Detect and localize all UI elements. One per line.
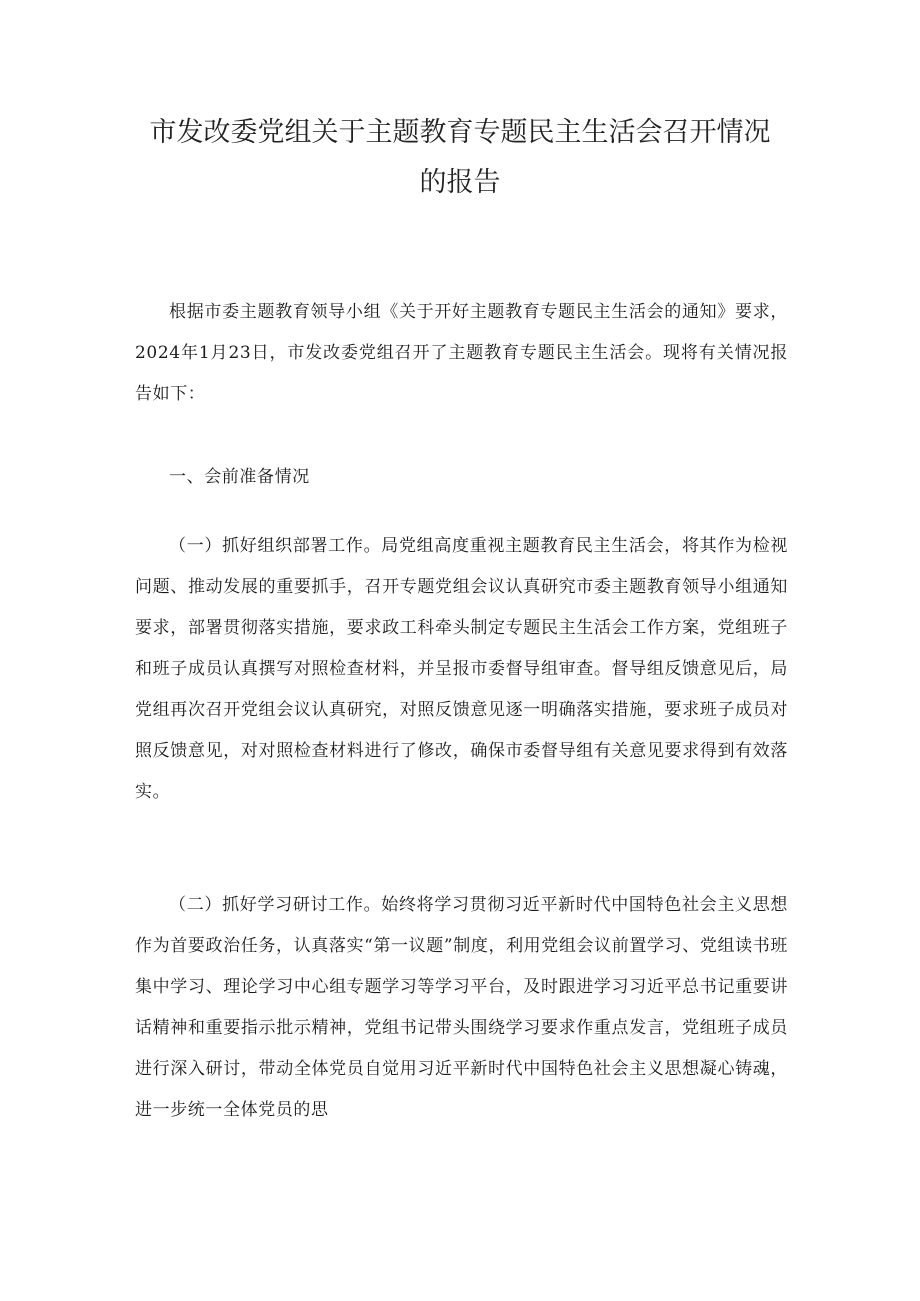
paragraph-study: （二）抓好学习研讨工作。始终将学习贯彻习近平新时代中国特色社会主义思想作为首要政治任务，认真落实“第一议题”制度，利用党组会议前置学习、党组读书班集中学习、理论学习中心组专题学习等学习平台，及时跟进学习习近平总书记重要讲话精神和重要指示批示精神，党组书记带头围绕学习要求作重点发言，党组班子成员进行深入研讨，带动全体党员自觉用习近平新时代中国特色社会主义思想凝心铸魂，进一步统一全体党员的思 [135,895,788,1120]
document-title [130,108,790,208]
title-line-2: 的报告 [419,167,501,198]
intro-paragraph: 根据市委主题教育领导小组《关于开好主题教育专题民主生活会的通知》要求，2024年1月23日，市发改委党组召开了主题教育专题民主生活会。现将有关情况报告如下： [135,302,788,404]
section-heading-1: 一、会前准备情况 [169,467,310,487]
paragraph-organization: （一）抓好组织部署工作。局党组高度重视主题教育民主生活会，将其作为检视问题、推动发展的重要抓手，召开专题党组会议认真研究市委主题教育领导小组通知要求，部署贯彻落实措施，要求政工科牵头制定专题民主生活会工作方案，党组班子和班子成员认真撰写对照检查材料，并呈报市委督导组审查。督导组反馈意见后，局党组再次召开党组会议认真研究，对照反馈意见逐一明确落实措施，要求班子成员对照反馈意见，对对照检查材料进行了修改，确保市委督导组有关意见要求得到有效落实。 [135,536,788,802]
title-line-1: 市发改委党组关于主题教育专题民主生活会召开情况 [149,117,771,148]
